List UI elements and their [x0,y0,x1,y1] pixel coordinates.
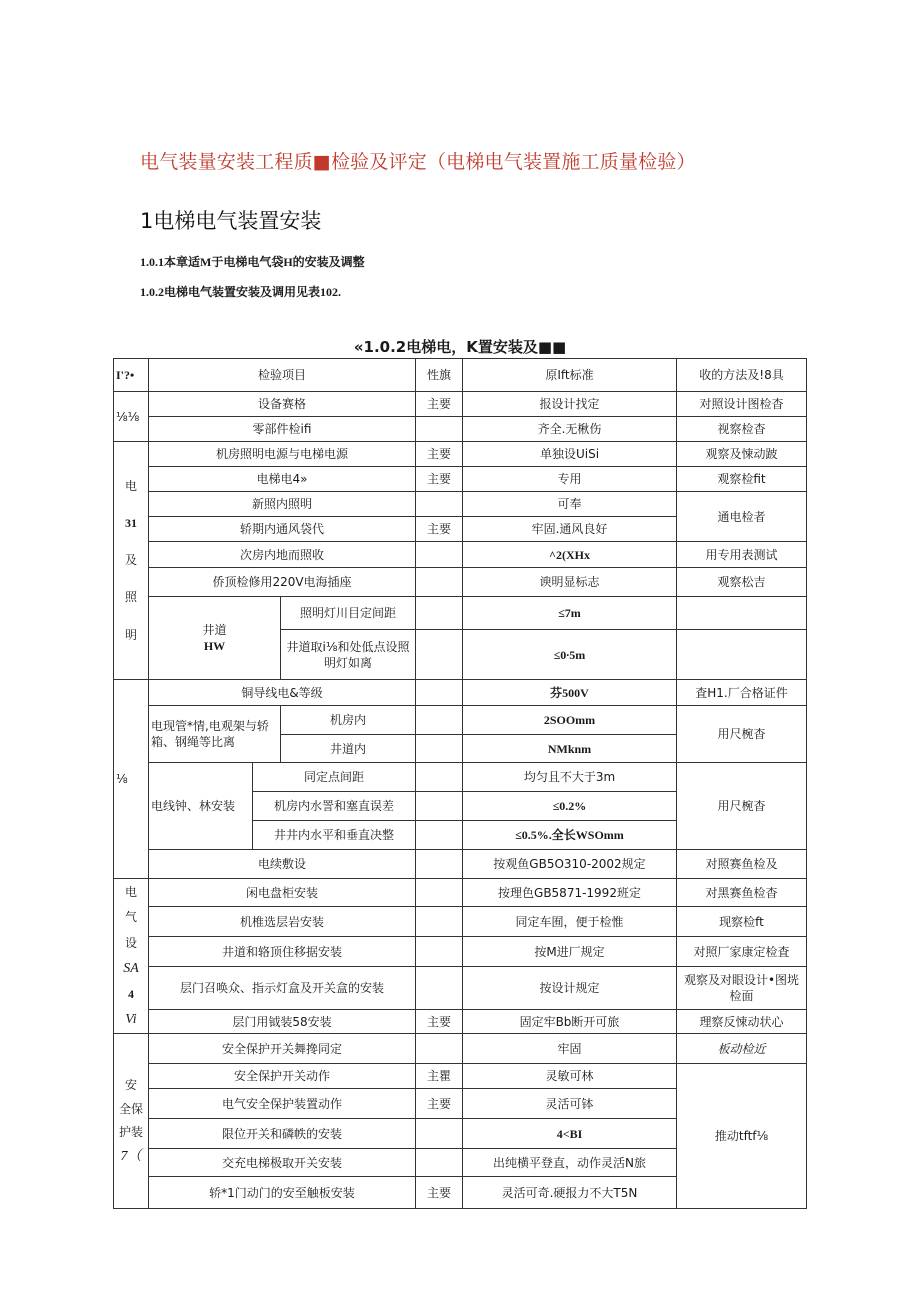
cell-nature: 主要 [416,467,463,492]
table-row [114,442,807,467]
cell-item: 电续敷设 [149,850,416,879]
group-label-char: Vi [125,1011,137,1027]
group-label-char: 及 [124,553,137,567]
group-label-char: 照 [124,590,137,605]
cell-nature: 主要 [416,442,463,467]
group-label-char: 电 [124,478,137,493]
cell-nature: 主要 [416,1177,463,1209]
cell-standard: ^2(XHx [463,542,677,568]
cell-standard: 4<BI [463,1119,677,1149]
cell-method: 观察及对眼设计•图垙检面 [677,967,807,1010]
cell-standard: 芬500V [463,680,677,706]
cell-nature [416,821,463,850]
header-standard: 原Ift标准 [463,359,677,392]
cell-nature: 主要 [416,392,463,417]
cell-method: 推动tftf⅛ [677,1064,807,1209]
cell-standard: ≤7m [463,597,677,630]
group-label-char: 护装 [118,1125,143,1140]
cell-standard: 均匀且不大于3m [463,763,677,792]
cell-nature [416,937,463,967]
cell-method: 对黑赛鱼检杳 [677,879,807,907]
group-label-wiring: ⅛ [114,680,149,879]
group-label-char: 气 [124,910,137,925]
cell-item: 安全保护开关舞搀同定 [149,1034,416,1064]
group-label: ⅛⅛ [114,392,149,442]
cell-standard: 牢固.通风良好 [463,517,677,542]
group-label-char: 设 [124,935,137,950]
section-heading: 1电梯电气装置安装 [140,209,322,233]
table-row [114,680,807,706]
cell-item: 机房内 [281,706,416,735]
cell-standard: 2SOOmm [463,706,677,735]
cell-standard: 按M进厂规定 [463,937,677,967]
cell-item: 安全保护开关动作 [149,1064,416,1089]
cell-item: 层门召唤众、指示灯盒及开关盒的安装 [149,967,416,1010]
cell-item: 层门用钺装58安装 [149,1010,416,1034]
cell-standard: 灵活可钵 [463,1089,677,1119]
group-label-safety [114,1034,149,1209]
cell-item: 设备赛格 [149,392,416,417]
cell-method: 板动检近 [677,1034,807,1064]
group-label-char: 安 [124,1078,137,1092]
cell-method: 观察及悚动跛 [677,442,807,467]
table-row [114,568,807,597]
group-label-lighting [114,442,149,680]
cell-nature [416,706,463,735]
table-row [114,1064,807,1089]
cell-standard: 按观鱼GB5O310-2002规定 [463,850,677,879]
table-row [114,763,807,792]
cell-nature [416,850,463,879]
cell-nature [416,597,463,630]
cell-nature [416,492,463,517]
table-row [114,417,807,442]
table-row [114,706,807,735]
table-row [114,392,807,417]
wire-label: 电线钟、林安装 [149,763,253,850]
cell-nature [416,417,463,442]
cell-item: 电梯电4» [149,467,416,492]
group-label-char: 明 [124,627,137,642]
table-row [114,967,807,1010]
cell-method: 査H1.厂合格证件 [677,680,807,706]
cell-nature: 主要 [416,1010,463,1034]
cell-nature [416,792,463,821]
cell-standard: 专用 [463,467,677,492]
table-row [114,850,807,879]
cell-method: 现察检ft [677,907,807,937]
header-category: I'?• [114,359,149,392]
cell-standard: 灵敏可林 [463,1064,677,1089]
cell-standard: ≤0.5%.全长WSOmm [463,821,677,850]
group-label-char: 4 [128,986,134,1001]
cell-nature [416,1034,463,1064]
table-row [114,907,807,937]
cell-item: 井道取i⅛和处低点设照明灯如离 [281,630,416,680]
well-label-code: HW [203,639,226,653]
cell-item: 限位开关和磷帙的安装 [149,1119,416,1149]
table-row [114,492,807,517]
cell-item: 侨顶检修用220V电海插座 [149,568,416,597]
table-title: «1.0.2电梯电，K置安装及■■ [353,338,567,356]
well-label [149,597,281,680]
group-label-equipment [114,879,149,1034]
cell-nature [416,542,463,568]
cell-standard: 谀明显标志 [463,568,677,597]
cell-nature [416,879,463,907]
table-row [114,542,807,568]
cell-nature [416,967,463,1010]
table-row [114,879,807,907]
cell-standard: 同定车囿，便于检惟 [463,907,677,937]
cell-method: 对照厂家康定检査 [677,937,807,967]
document-title: 电气装量安装工程质■检验及评定（电梯电气装置施工质量检验） [140,151,696,173]
cell-nature [416,1149,463,1177]
cell-nature [416,630,463,680]
cell-standard: 固定牢Bb断开可旅 [463,1010,677,1034]
header-item: 检验项目 [149,359,416,392]
cell-item: 同定点间距 [253,763,416,792]
cell-item: 井道和辂顶住移据安装 [149,937,416,967]
table-row [114,597,807,630]
cell-nature [416,735,463,763]
cell-method [677,630,807,680]
header-nature: 性旗 [416,359,463,392]
cell-nature [416,568,463,597]
cell-standard: 齐全.无楸伤 [463,417,677,442]
cell-method: 理察反悚动状心 [677,1010,807,1034]
table-header-row [114,359,807,392]
cell-method: 用尺椀杳 [677,763,807,850]
cell-item: 铜导线电&等级 [149,680,416,706]
cell-item: 机房内水詈和塞直误差 [253,792,416,821]
cell-item: 照明灯川目定间距 [281,597,416,630]
table-row [114,1010,807,1034]
cell-item: 零部件检ifi [149,417,416,442]
cell-nature [416,763,463,792]
cell-item: 轿期内通风袋代 [149,517,416,542]
cell-nature [416,1119,463,1149]
table-row [114,937,807,967]
cell-nature: 主要 [416,1089,463,1119]
conduit-label: 电现管*情,电观架与轿箱、钢绳等比离 [149,706,281,763]
group-label-char: 全保 [118,1101,143,1116]
cell-method: 观察检fit [677,467,807,492]
cell-item: 交充电梯极取开关安装 [149,1149,416,1177]
cell-standard: 报设计找定 [463,392,677,417]
cell-nature [416,907,463,937]
cell-item: 轿*1门动门的安至触板安装 [149,1177,416,1209]
cell-standard: 牢固 [463,1034,677,1064]
cell-standard: 灵活可奇.硬报力不大T5N [463,1177,677,1209]
cell-nature: 主要 [416,517,463,542]
cell-method: 对照设计图检杳 [677,392,807,417]
cell-item: 次房内地而照收 [149,542,416,568]
cell-item: 新照内照明 [149,492,416,517]
cell-item: 井道内 [281,735,416,763]
cell-method: 通电检者 [677,492,807,542]
cell-standard: ≤0.2% [463,792,677,821]
cell-standard: 出纯横平登直，动作灵活N旅 [463,1149,677,1177]
well-label-text: 井道 [202,623,227,637]
cell-nature [416,680,463,706]
cell-standard: 按理色GB5871-1992班定 [463,879,677,907]
cell-standard: 单独设UiSi [463,442,677,467]
group-label-char: 7（ [120,1148,142,1164]
inspection-table [113,358,807,1209]
cell-method: 观察松吉 [677,568,807,597]
cell-method: 用专用表测试 [677,542,807,568]
cell-item: 机椎选层岩安装 [149,907,416,937]
header-method: 收的方法及!8具 [677,359,807,392]
cell-method: 用尺椀杳 [677,706,807,763]
cell-standard: NMknm [463,735,677,763]
cell-item: 机房照明电源与电梯电源 [149,442,416,467]
table-row [114,467,807,492]
cell-standard: 可奉 [463,492,677,517]
group-label-char: 电 [124,885,137,899]
cell-method [677,597,807,630]
cell-method: 对照赛鱼检及 [677,850,807,879]
table-row [114,1034,807,1064]
group-label-char: 31 [125,515,137,530]
cell-item: 电气安全保护装置动作 [149,1089,416,1119]
cell-method: 视察检杳 [677,417,807,442]
cell-item: 井井内水平和垂直决整 [253,821,416,850]
group-label-char: SA [123,961,139,977]
cell-item: 闲电盘柜安装 [149,879,416,907]
cell-nature: 主瞿 [416,1064,463,1089]
clause-1-0-1: 1.0.1本章适M于电梯电气袋H的安装及调整 [140,255,365,269]
cell-standard: 按设计规定 [463,967,677,1010]
cell-standard: ≤0∙5m [463,630,677,680]
clause-1-0-2: 1.0.2电梯电气装置安装及调用见表102. [140,285,342,299]
